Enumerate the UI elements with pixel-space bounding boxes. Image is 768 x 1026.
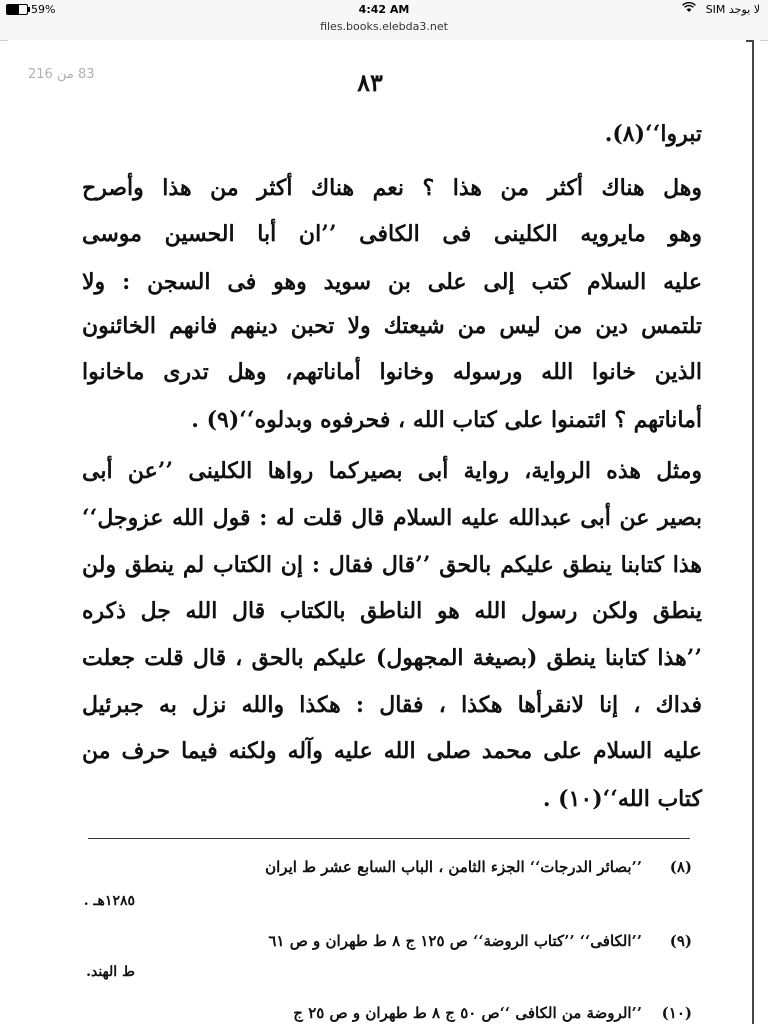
text-line: تبروا‘‘(٨). xyxy=(604,121,702,147)
footnote-separator xyxy=(88,838,690,839)
text-line: وهل هناك أكثر من هذا ؟ نعم هناك أكثر من هذا وأصرح xyxy=(82,175,702,201)
text-line: الذين خانوا الله ورسوله وخانوا أماناتهم، وهل تدرى ماخانوا xyxy=(82,359,702,385)
footnote-marker: (٨) xyxy=(669,858,692,876)
text-line: عليه السلام على محمد صلى الله عليه وآله ولكنه فيما حرف من xyxy=(82,738,702,764)
footnote xyxy=(90,932,690,954)
footnote-text: ’’الكافى‘‘ ’’كتاب الروضة‘‘ ص ١٢٥ ج ٨ ط طهران و ص ٦١ xyxy=(268,932,642,950)
footnote-text: ’’الروضة من الكافى ‘‘ص ٥٠ ج ٨ ط طهران و ص ٢٥ ج xyxy=(293,1004,642,1022)
page-counter: 83 من 216 xyxy=(28,67,95,82)
page-edge xyxy=(752,40,754,1024)
text-line: كتاب الله‘‘(١٠) . xyxy=(542,786,702,812)
footnote-text: ’’بصائر الدرجات‘‘ الجزء الثامن ، الباب السابع عشر ط ايران xyxy=(265,858,642,876)
battery-percent: 59% xyxy=(31,3,56,16)
text-line: تلتمس دين من ليس من شيعتك ولا تحبن دينهم فانهم الخائنون xyxy=(82,313,702,339)
printed-page-number: ٨٣ xyxy=(357,68,383,97)
page-edge-top xyxy=(746,40,754,42)
text-line: ’’هذا كتابنا ينطق (بصيغة المجهول) عليكم بالحق ، قال قلت جعلت xyxy=(82,645,702,671)
text-line: بصير عن أبى عبدالله عليه السلام قال قلت له : قول الله عزوجل‘‘ xyxy=(82,505,702,531)
text-line: هذا كتابنا ينطق عليكم بالحق ’’قال فقال : إن الكتاب لم ينطق ولن xyxy=(82,552,702,578)
footnote-continuation: ١٢٨٥هـ . xyxy=(83,893,135,909)
footnote-marker: (٩) xyxy=(669,932,692,950)
text-line: ينطق ولكن رسول الله هو الناطق بالكتاب قال الله جل ذكره xyxy=(82,598,702,624)
carrier-label: لا يوجد SIM xyxy=(705,3,760,16)
footnote-marker: (١٠) xyxy=(661,1004,692,1022)
footnote xyxy=(90,1004,690,1026)
text-line: أماناتهم ؟ ائتمنوا على كتاب الله ، فحرفوه وبدلوه‘‘(٩) . xyxy=(191,407,702,433)
text-line: وهو مايرويه الكلينى فى الكافى ’’ان أبا الحسين موسى xyxy=(82,221,702,247)
clock: 4:42 AM xyxy=(358,3,410,16)
text-line: عليه السلام كتب إلى على بن سويد وهو فى السجن : ولا xyxy=(82,269,702,295)
text-line: ومثل هذه الرواية، رواية أبى بصيركما رواها الكلينى ’’عن أبى xyxy=(82,458,702,484)
url-text: files.books.elebda3.net xyxy=(320,20,448,33)
footnote xyxy=(90,858,690,880)
text-line: فداك ، إنا لانقرأها هكذا ، فقال : هكذا والله نزل به جبرئيل xyxy=(82,692,702,718)
footnote-continuation: ط الهند. xyxy=(86,964,135,980)
